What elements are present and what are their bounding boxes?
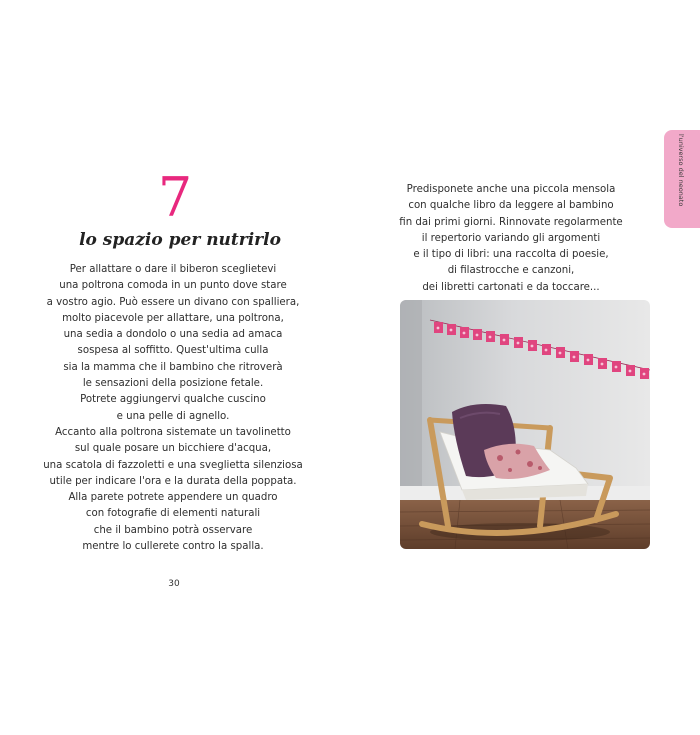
text-line: le sensazioni della posizione fetale. [82,378,264,390]
text-line: molto piacevole per allattare, una poltrona, [62,312,284,324]
text-line: con fotografie di elementi naturali [85,508,261,520]
text-line: sul quale posare un bicchiere d'acqua, [74,443,272,455]
text-line: Per allattare o dare il biberon sceglietevi [69,264,277,275]
chapter-number: 7 [157,166,193,229]
page-number: 30 [168,579,180,589]
text-line: a vostro agio. Può essere un divano con spalliera, [46,296,300,308]
text-line: mentre lo cullerete contro la spalla. [82,541,264,553]
text-line: dei libretti cartonati e da toccare... [422,281,600,293]
text-line: il repertorio variando gli argomenti [421,232,601,244]
text-line: fin dai primi giorni. Rinnovate regolarmente [399,216,623,228]
rocking-chair-photo [400,300,650,549]
section-tab-label: l'universo del neonato [677,134,685,207]
text-line: di filastrocche e canzoni, [447,265,575,277]
text-line: Alla parete potrete appendere un quadro [68,492,278,504]
text-line: e il tipo di libri: una raccolta di poesie, [413,249,609,261]
text-line: e una pelle di agnello. [116,410,230,422]
right-body-text [386,182,636,296]
text-line: utile per indicare l'ora e la durata della poppata. [49,475,297,487]
text-line: Potrete aggiungervi qualche cuscino [80,394,266,406]
text-line: che il bambino potrà osservare [93,524,253,536]
text-line: una sedia a dondolo o una sedia ad amaca [63,329,283,341]
text-line: una poltrona comoda in un punto dove stare [59,280,287,292]
left-body-text [40,262,306,555]
text-line: una scatola di fazzoletti e una sveglietta silenziosa [43,459,303,471]
text-line: sospesa al soffitto. Quest'ultima culla [77,345,269,357]
text-line: Accanto alla poltrona sistemate un tavolinetto [55,426,291,438]
text-line: con qualche libro da leggere al bambino [408,200,614,212]
text-line: sia la mamma che il bambino che ritroverà [63,361,283,373]
text-line: Predisponete anche una piccola mensola [406,184,616,195]
chapter-title: lo spazio per nutrirlo [79,230,281,250]
